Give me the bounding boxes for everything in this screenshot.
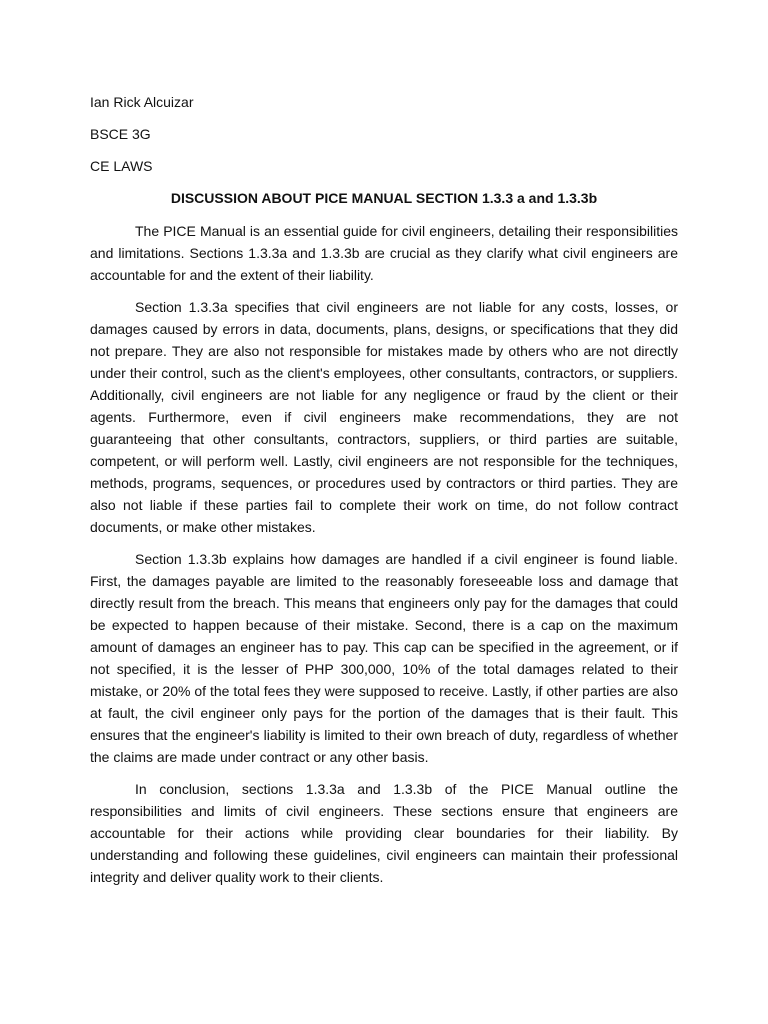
document-title: DISCUSSION ABOUT PICE MANUAL SECTION 1.3.3 a and 1.3.3b [170, 190, 598, 206]
document-page [90, 92, 678, 898]
course-name: CE LAWS [90, 158, 153, 174]
author-name: Ian Rick Alcuizar [90, 94, 194, 110]
class-section: BSCE 3G [90, 126, 151, 142]
paragraph-conclusion: In conclusion, sections 1.3.3a and 1.3.3b of the PICE Manual outline the responsibilities and limits of civil engineers. These sections ensure that engineers are accountable for their actions while providing clear boundaries for their liability. By understanding and following these guidelines, civil engineers can maintain their professional integrity and deliver quality work to their clients. [90, 781, 678, 885]
paragraph-section-1-3-3b: Section 1.3.3b explains how damages are handled if a civil engineer is found liable. First, the damages payable are limited to the reasonably foreseeable loss and damage that directly result from the breach. This means that engineers only pay for the damages that could be expected to happen because of their mistake. Second, there is a cap on the maximum amount of damages an engineer has to pay. This cap can be specified in the agreement, or if not specified, it is the lesser of PHP 300,000, 10% of the total damages related to their mistake, or 20% of the total fees they were supposed to receive. Lastly, if other parties are also at fault, the civil engineer only pays for the portion of the damages that is their fault. This ensures that the engineer's liability is limited to their own breach of duty, regardless of whether the claims are made under contract or any other basis. [90, 551, 678, 765]
paragraph-introduction: The PICE Manual is an essential guide for civil engineers, detailing their responsibilities and limitations. Sections 1.3.3a and 1.3.3b are crucial as they clarify what civil engineers are accountable for and the extent of their liability. [90, 223, 678, 283]
paragraph-section-1-3-3a: Section 1.3.3a specifies that civil engineers are not liable for any costs, losses, or damages caused by errors in data, documents, plans, designs, or specifications that they did not prepare. They are also not responsible for mistakes made by others who are not directly under their control, such as the client's employees, other consultants, contractors, or suppliers. Additionally, civil engineers are not liable for any negligence or fraud by the client or their agents. Furthermore, even if civil engineers make recommendations, they are not guaranteeing that other consultants, contractors, suppliers, or third parties are suitable, competent, or will perform well. Lastly, civil engineers are not responsible for the techniques, methods, programs, sequences, or procedures used by contractors or third parties. They are also not liable if these parties fail to complete their work on time, do not follow contract documents, or make other mistakes. [90, 299, 678, 535]
